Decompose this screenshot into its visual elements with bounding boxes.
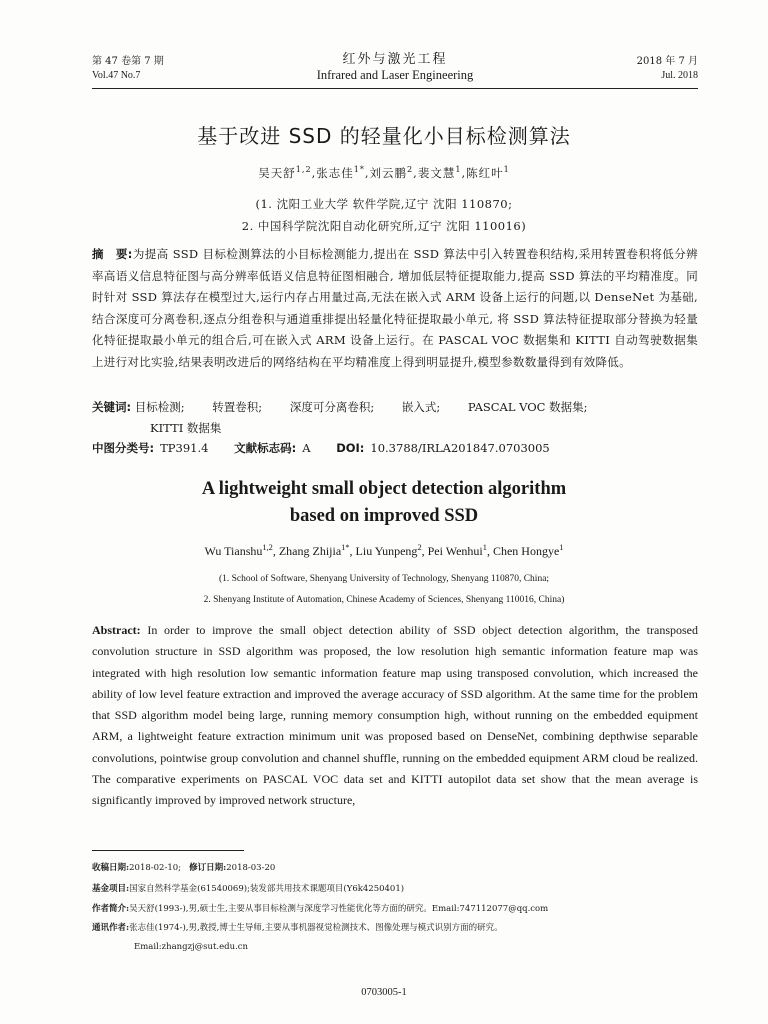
abstract-en-label: Abstract: <box>92 623 141 637</box>
paper-title-en <box>0 476 768 530</box>
corresponding-label: 通讯作者: <box>92 923 130 933</box>
footnote-divider <box>92 850 244 851</box>
affiliation-en-1: (1. School of Software, Shenyang University of Technology, Shenyang 110870, China; <box>218 574 550 584</box>
author-sup: 1,2 <box>262 543 273 552</box>
author-sup: 1* <box>341 543 350 552</box>
keyword: 深度可分离卷积; <box>289 400 375 414</box>
clc-value: TP391.4 <box>160 441 209 455</box>
author-list-en: Wu Tianshu$^{1,2}$, Zhang Zhijia$^{1*}$, Liu Yunpeng$^2$, Pei Wenhui$^1$, Chen Hongye$^1$ <box>204 543 564 558</box>
abstract-cn-text: 为提高 SSD 目标检测算法的小目标检测能力,提出在 SSD 算法中引入转置卷积结构,采用转置卷积将低分辨率高语义信息特征图与高分辨率低语义信息特征图相融合, 增加低层特征提取能力,提高 SSD 算法的平均精准度。同时针对 SSD 算法存在模型过大,运行内存占用量过高,无法在嵌入式 ARM 设备上运行的问题,以 DenseNet 为基础,结合深度可分离卷积,逐点分组卷积与通道重排提出轻量化特征提取最小单元, 将 SSD 算法特征提取部分替换为轻量化特征提取最小单元的组合后,可在嵌入式 ARM 设备上运行。在 PASCAL VOC 数据集和 KITTI 自动驾驶数据集上进行对比实验,结果表明改进后的网络结构在平均精准度上得到明显提升,模型参数数量得到有效降低。 <box>92 247 698 369</box>
date-en: Jul. 2018 <box>661 70 698 81</box>
doi-label: DOI: <box>336 441 365 455</box>
paper-title-cn: 基于改进 SSD 的轻量化小目标检测算法 <box>197 124 571 148</box>
author-name: 裴文慧 <box>417 166 456 180</box>
abstract-cn-label: 摘 要: <box>92 247 133 261</box>
author-sup: 1,2 <box>295 165 312 175</box>
keywords-cn <box>92 397 698 439</box>
corresponding-email: Email:zhangzj@sut.edu.cn <box>134 942 249 952</box>
revised-date: 2018-03-20 <box>226 863 276 873</box>
revised-label: 修订日期: <box>189 863 227 873</box>
corresponding-text: 张志佳(1974-),男,教授,博士生导师,主要从事机器视觉检测技术、图像处理与模式识别方面的研究。 <box>129 923 503 933</box>
fund-text: 国家自然科学基金(61540069);装发部共用技术课题项目(Y6k4250401) <box>129 884 405 894</box>
keyword: 嵌入式; <box>401 400 441 414</box>
received-label: 收稿日期: <box>92 863 130 873</box>
author-sup: 2 <box>417 543 422 552</box>
volume-en: Vol.47 No.7 <box>92 70 141 81</box>
doi-value: 10.3788/IRLA201847.0703005 <box>370 441 550 455</box>
abstract-cn <box>92 244 698 373</box>
author-name: 刘云鹏 <box>369 166 408 180</box>
author-bio-label: 作者简介: <box>92 904 130 914</box>
author-name: Liu Yunpeng <box>355 544 418 558</box>
author-name: Chen Hongye <box>492 544 560 558</box>
author-sup: 2 <box>407 165 414 175</box>
footnote-author <box>92 903 698 915</box>
title-en-line-2: based on improved SSD <box>289 506 479 526</box>
classification-line <box>92 440 698 456</box>
affiliation-en-2: 2. Shenyang Institute of Automation, Chinese Academy of Sciences, Shenyang 110016, China) <box>203 595 565 605</box>
fund-label: 基金项目: <box>92 884 130 894</box>
volume-cn: 第 47 卷第 7 期 <box>92 56 164 67</box>
clc-label: 中图分类号: <box>92 441 155 455</box>
author-name: 张志佳 <box>316 166 354 180</box>
journal-name-cn: 红外与激光工程 <box>342 52 448 67</box>
received-date: 2018-02-10; <box>129 863 182 873</box>
running-header <box>92 48 698 88</box>
abstract-en-text: In order to improve the small object detection ability of SSD object detection algorithm, the transposed convolution structure in SSD algorithm was proposed, the low resolution high semantic information feature map was integrated with high resolution low semantic information feature map using transposed convolution, which increased the ability of low level feature extraction and improved the average accuracy of SSD algorithm. At the same time for the problem that SSD algorithm model being large, running memory consumption high, without running on the embedded equipment ARM, a lightweight feature extraction minimum unit was proposed based on DenseNet, combining depthwise separable convolutions, pointwise group convolution and channel shuffle, running on the embedded equipment ARM cloud be realized. The comparative experiments on PASCAL VOC data set and KITTI autopilot data set show that the mean average is significantly improved by improved network structure, <box>92 623 698 808</box>
author-sup: 1* <box>353 165 365 175</box>
keyword: 目标检测; <box>134 400 185 414</box>
author-sup: 1 <box>503 165 510 175</box>
header-divider <box>92 88 698 89</box>
keyword: PASCAL VOC 数据集; <box>467 400 588 414</box>
author-sup: 1 <box>559 543 564 552</box>
author-sup: 1 <box>482 543 487 552</box>
keyword: 转置卷积; <box>212 400 263 414</box>
author-name: 吴天舒 <box>258 166 296 180</box>
affiliation-cn-1: (1. 沈阳工业大学 软件学院,辽宁 沈阳 110870; <box>255 197 513 211</box>
journal-name-en: Infrared and Laser Engineering <box>316 68 474 82</box>
affiliation-cn-2: 2. 中国科学院沈阳自动化研究所,辽宁 沈阳 110016) <box>241 219 527 233</box>
date-cn: 2018 年 7 月 <box>636 56 698 67</box>
author-bio-text: 吴天舒(1993-),男,硕士生,主要从事目标检测与深度学习性能优化等方面的研究。Email:747112077@qq.com <box>129 904 549 914</box>
title-en-line-1: A lightweight small object detection algorithm <box>201 479 567 499</box>
abstract-en <box>92 620 698 812</box>
author-sup: 1 <box>455 165 462 175</box>
page-number: 0703005-1 <box>361 987 407 998</box>
keywords-label: 关键词: <box>92 400 132 414</box>
footnote-fund <box>92 883 698 895</box>
author-list-cn: 吴天舒$^{1,2}$,张志佳$^{1*}$,刘云鹏$^2$,裴文慧$^1$,陈红叶$^1$ <box>258 165 510 180</box>
footnote-dates <box>92 862 698 874</box>
footnote-corresponding <box>92 922 698 934</box>
author-name: Pei Wenhui <box>427 544 483 558</box>
author-name: Zhang Zhijia <box>278 544 342 558</box>
keyword: KITTI 数据集 <box>150 421 222 435</box>
author-name: 陈红叶 <box>466 166 504 180</box>
doc-code-value: A <box>302 441 311 455</box>
author-name: Wu Tianshu <box>204 544 263 558</box>
doc-code-label: 文献标志码: <box>234 441 297 455</box>
